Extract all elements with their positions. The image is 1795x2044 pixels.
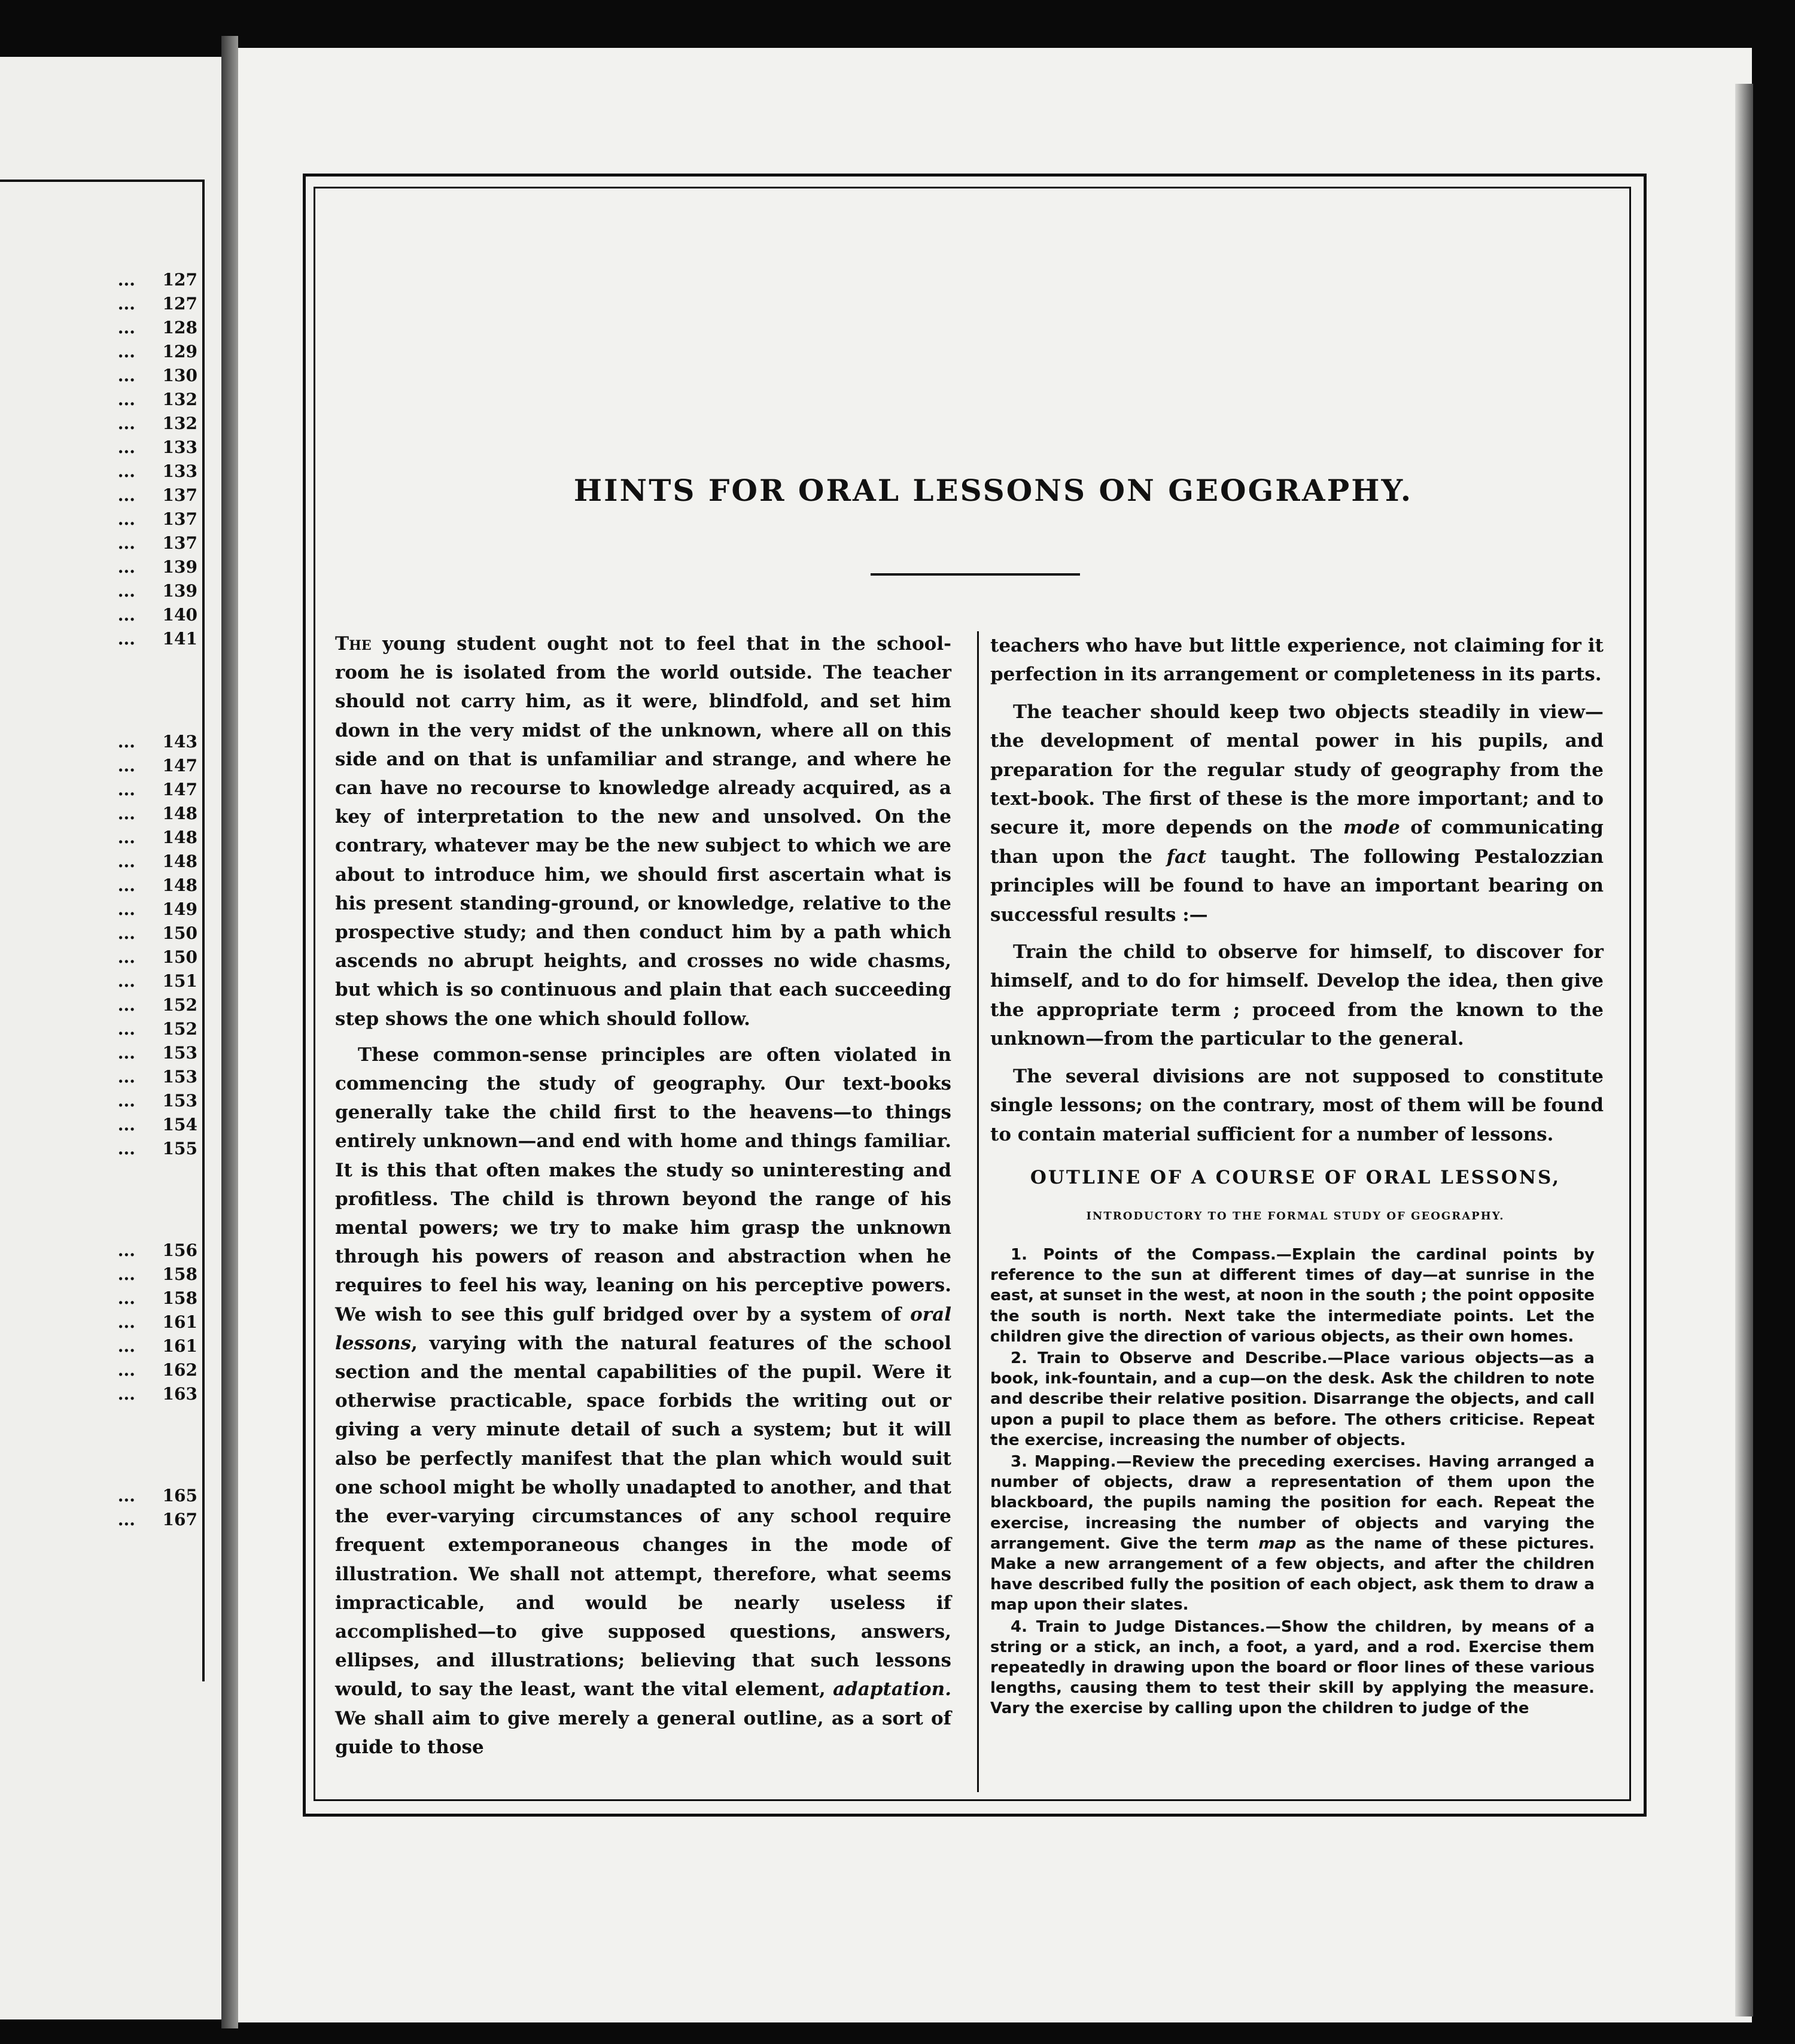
toc-entry — [0, 754, 197, 778]
toc-entry — [0, 1334, 197, 1358]
toc-page-number: 137 — [162, 485, 197, 505]
toc-entry — [0, 1137, 197, 1161]
paragraph-continuation: teachers who have but little experience, not claiming for it perfection in its arrangement or completeness in its parts. — [990, 635, 1604, 686]
toc-entry — [0, 874, 197, 898]
toc-group-spacer — [0, 1406, 197, 1484]
toc-leader-dots: ... — [117, 581, 135, 601]
toc-leader-dots: ... — [117, 995, 135, 1015]
toc-leader-dots: ... — [117, 804, 135, 823]
toc-group-spacer — [0, 651, 197, 730]
toc-entry — [0, 531, 197, 555]
toc-leader-dots: ... — [117, 1312, 135, 1332]
toc-page-number: 149 — [162, 899, 197, 919]
toc-entry — [0, 316, 197, 340]
toc-leader-dots: ... — [117, 732, 135, 752]
paragraph-objects — [990, 698, 1604, 929]
book-gutter — [221, 36, 238, 2028]
toc-page-number: 129 — [162, 342, 197, 361]
toc-entry — [0, 1358, 197, 1382]
left-column — [335, 629, 951, 1762]
toc-leader-dots: ... — [117, 1360, 135, 1380]
lesson-number: 1. — [1011, 1246, 1027, 1264]
toc-entry — [0, 778, 197, 802]
toc-page-number: 128 — [162, 318, 197, 337]
lesson-text: —Explain the cardinal points by reference to the sun at different times of day—at sunrise in the east, at sunset in the west, at noon in the south ; the point opposite the south is north. Next take the intermediate points. Let the children give the direction of various objects, as their own homes. — [990, 1246, 1595, 1346]
toc-entry — [0, 1065, 197, 1089]
toc-page-number: 165 — [162, 1486, 197, 1505]
toc-entry — [0, 969, 197, 993]
toc-leader-dots: ... — [117, 971, 135, 991]
emphasis-oral-lessons: oral lessons — [335, 1303, 951, 1354]
toc-page-number: 153 — [162, 1091, 197, 1111]
toc-page-number: 139 — [162, 557, 197, 577]
toc-entry — [0, 1286, 197, 1310]
toc-entry — [0, 802, 197, 826]
toc-page-number: 140 — [162, 605, 197, 625]
paragraph-divisions: The several divisions are not supposed to constitute single lessons; on the contrary, most of them will be found to contain material sufficient for a number of lessons. — [990, 1065, 1604, 1145]
toc-entry — [0, 483, 197, 507]
column-divider — [977, 631, 979, 1792]
toc-entry — [0, 1508, 197, 1532]
paragraph-intro — [335, 629, 951, 1033]
toc-page-number: 152 — [162, 995, 197, 1015]
paragraph-principles — [335, 1041, 951, 1762]
toc-leader-dots: ... — [117, 318, 135, 337]
toc-leader-dots: ... — [117, 1067, 135, 1087]
toc-entry — [0, 412, 197, 436]
toc-leader-dots: ... — [117, 629, 135, 649]
lesson-number: 4. — [1011, 1617, 1027, 1636]
toc-entry — [0, 730, 197, 754]
toc-entry — [0, 1484, 197, 1508]
lesson-item — [990, 1452, 1595, 1616]
toc-entry — [0, 1382, 197, 1406]
lesson-item — [990, 1245, 1595, 1347]
toc-entry — [0, 1017, 197, 1041]
toc-page-number: 133 — [162, 437, 197, 457]
toc-page-number: 127 — [162, 270, 197, 290]
toc-leader-dots: ... — [117, 294, 135, 314]
toc-entry — [0, 1089, 197, 1113]
toc-entry — [0, 436, 197, 460]
toc-entry — [0, 364, 197, 388]
toc-entry — [0, 460, 197, 483]
toc-leader-dots: ... — [117, 828, 135, 847]
toc-page-number: 153 — [162, 1067, 197, 1087]
lesson-heading: Mapping. — [1034, 1453, 1116, 1471]
toc-leader-dots: ... — [117, 1510, 135, 1529]
toc-entry — [0, 340, 197, 364]
toc-entry — [0, 555, 197, 579]
toc-leader-dots: ... — [117, 1336, 135, 1356]
toc-page-number: 148 — [162, 828, 197, 847]
paragraph-objects-text-c: taught. The following Pestalozzian principles will be found to have an important bearing on successful results :— — [990, 845, 1604, 926]
toc-page-number: 155 — [162, 1139, 197, 1158]
toc-page-number: 133 — [162, 461, 197, 481]
toc-leader-dots: ... — [117, 1043, 135, 1063]
outline-subtitle: INTRODUCTORY TO THE FORMAL STUDY OF GEOGRAPHY. — [1086, 1210, 1505, 1222]
toc-page-number: 150 — [162, 923, 197, 943]
toc-leader-dots: ... — [117, 605, 135, 625]
toc-entry — [0, 1113, 197, 1137]
page-title: HINTS FOR ORAL LESSONS ON GEOGRAPHY. — [573, 473, 1413, 508]
toc-leader-dots: ... — [117, 923, 135, 943]
toc-page-number: 143 — [162, 732, 197, 752]
toc-page-number: 162 — [162, 1360, 197, 1380]
toc-entry — [0, 898, 197, 921]
lesson-number: 2. — [1011, 1349, 1027, 1368]
toc-page-number: 161 — [162, 1312, 197, 1332]
paragraph-objects-text-a: The teacher should keep two objects steadily in view—the development of mental power in his pupils, and preparation for the regular study of geography from the text-book. The first of these is the more important; and to secure it, more depends on the — [990, 701, 1604, 839]
toc-leader-dots: ... — [117, 1019, 135, 1039]
toc-page-number: 163 — [162, 1384, 197, 1404]
toc-leader-dots: ... — [117, 1264, 135, 1284]
toc-page-number: 158 — [162, 1288, 197, 1308]
toc-page-number: 147 — [162, 756, 197, 775]
paragraph-principles-text-a: These common-sense principles are often violated in commencing the study of geography. Our text-books generally take the child first to the heavens—to things entirely unknown—and end with home and things familiar. It is this that often makes the study so uninteresting and profitless. The child is thrown beyond the range of his mental powers; we try to make him grasp the unknown through his powers of reason and abstraction when he requires to feel his way, leaning on his perceptive powers. We wish to see this gulf bridged over by a system of — [335, 1044, 951, 1325]
toc-leader-dots: ... — [117, 1384, 135, 1404]
toc-leader-dots: ... — [117, 851, 135, 871]
toc-page-number: 132 — [162, 413, 197, 433]
toc-entry — [0, 579, 197, 603]
toc-leader-dots: ... — [117, 1091, 135, 1111]
right-column — [990, 631, 1604, 1149]
toc-page-number: 154 — [162, 1115, 197, 1134]
lesson-text: —Place various objects—as a book, ink-fountain, and a cup—on the desk. Ask the children to note and describe their relative position. Disarrange the objects, and call upon a pupil to place them as before. The others criticise. Repeat the exercise, increasing the number of objects. — [990, 1349, 1595, 1449]
paragraph-principles-text-b: , varying with the natural features of the school section and the mental capabilities of the pupil. Were it otherwise practicable, space forbids the writing out or giving a very minute detail of such a system; but it will also be perfectly manifest that the plan which would suit one school might be wholly unadapted to another, and that the ever-varying circumstances of any school require frequent extemporaneous changes in the mode of illustration. We shall not attempt, therefore, what seems impracticable, and would be nearly useless if accomplished—to give supposed questions, answers, ellipses, and illustrations; believing that such lessons would, to say the least, want the vital element, — [335, 1332, 951, 1701]
emphasis-fact: fact — [1166, 845, 1207, 868]
toc-leader-dots: ... — [117, 461, 135, 481]
toc-page-number: 167 — [162, 1510, 197, 1529]
toc-leader-dots: ... — [117, 270, 135, 290]
toc-page-number: 132 — [162, 390, 197, 409]
lesson-item — [990, 1348, 1595, 1450]
toc-entry — [0, 1310, 197, 1334]
toc-leader-dots: ... — [117, 366, 135, 385]
toc-leader-dots: ... — [117, 875, 135, 895]
toc-page-number: 130 — [162, 366, 197, 385]
toc-page-numbers — [0, 268, 197, 1532]
toc-leader-dots: ... — [117, 947, 135, 967]
paragraph-principles-text-c: We shall aim to give merely a general outline, as a sort of guide to those — [335, 1707, 951, 1758]
toc-top-rule — [0, 180, 203, 182]
outline-title: OUTLINE OF A COURSE OF ORAL LESSONS, — [1030, 1167, 1561, 1188]
toc-entry — [0, 921, 197, 945]
toc-page-number: 148 — [162, 851, 197, 871]
toc-leader-dots: ... — [117, 899, 135, 919]
toc-entry — [0, 993, 197, 1017]
toc-entry — [0, 1041, 197, 1065]
title-rule — [871, 573, 1080, 576]
toc-entry — [0, 603, 197, 627]
toc-page-number: 150 — [162, 947, 197, 967]
toc-leader-dots: ... — [117, 756, 135, 775]
lesson-text: as the name of these pictures. Make a new arrangement of a few objects, and after the children have described fully the position of each object, ask them to draw a map upon their slates. — [990, 1534, 1595, 1614]
toc-leader-dots: ... — [117, 509, 135, 529]
page-edge-shadow — [1735, 84, 1753, 2016]
toc-page-number: 137 — [162, 509, 197, 529]
toc-page-number: 148 — [162, 875, 197, 895]
toc-page-number: 158 — [162, 1264, 197, 1284]
toc-leader-dots: ... — [117, 485, 135, 505]
lesson-text: —Show the children, by means of a string or a stick, an inch, a foot, a yard, and a rod. Exercise them repeatedly in drawing upon the board or floor lines of these various lengths, causing them to test their skill by applying the measure. Vary the exercise by calling upon the children to judge of the — [990, 1617, 1595, 1718]
toc-leader-dots: ... — [117, 413, 135, 433]
toc-leader-dots: ... — [117, 1288, 135, 1308]
toc-page-number: 156 — [162, 1240, 197, 1260]
emphasis-map: map — [1258, 1534, 1297, 1553]
paragraph-intro-text: young student ought not to feel that in the school-room he is isolated from the world outside. The teacher should not carry him, as it were, blindfold, and set him down in the very midst of the unknown, where all on this side and on that is unfamiliar and strange, and where he can have no recourse to knowledge already acquired, as a key of interpretation to the new and unsolved. On the contrary, whatever may be the new subject to which we are about to introduce him, we should first ascertain what is his present standing-ground, or knowledge, relative to the prospective study; and then conduct him by a path which ascends no abrupt heights, and crosses no wide chasms, but which is so continuous and plain that each succeeding step shows the one which should follow. — [335, 633, 951, 1030]
toc-leader-dots: ... — [117, 1240, 135, 1260]
lesson-heading: Train to Judge Distances. — [1036, 1617, 1265, 1636]
toc-page-number: 127 — [162, 294, 197, 314]
toc-leader-dots: ... — [117, 533, 135, 553]
toc-page-number: 147 — [162, 780, 197, 799]
toc-entry — [0, 1239, 197, 1263]
toc-leader-dots: ... — [117, 437, 135, 457]
lesson-heading: Train to Observe and Describe. — [1037, 1349, 1328, 1368]
lesson-text: —Review the preceding exercises. Having arranged a number of objects, draw a representation of them upon the blackboard, the pupils naming the position for each. Repeat the exercise, increasing the number of objects and varying the arrangement. Give the term — [990, 1453, 1595, 1553]
toc-leader-dots: ... — [117, 1486, 135, 1505]
toc-entry — [0, 388, 197, 412]
toc-page-number: 153 — [162, 1043, 197, 1063]
toc-leader-dots: ... — [117, 342, 135, 361]
toc-page-number: 141 — [162, 629, 197, 649]
toc-page-number: 148 — [162, 804, 197, 823]
toc-leader-dots: ... — [117, 1115, 135, 1134]
emphasis-mode: mode — [1343, 817, 1400, 839]
toc-entry — [0, 268, 197, 292]
toc-page-number: 152 — [162, 1019, 197, 1039]
toc-leader-dots: ... — [117, 1139, 135, 1158]
lesson-number: 3. — [1011, 1453, 1027, 1471]
lesson-item — [990, 1617, 1595, 1719]
toc-page-number: 151 — [162, 971, 197, 991]
toc-entry — [0, 850, 197, 874]
drop-word: The — [335, 633, 372, 655]
toc-leader-dots: ... — [117, 780, 135, 799]
toc-page-number: 161 — [162, 1336, 197, 1356]
paragraph-objects-text-b: of communicating than upon the — [990, 817, 1604, 868]
toc-leader-dots: ... — [117, 390, 135, 409]
toc-entry — [0, 1263, 197, 1286]
toc-leader-dots: ... — [117, 557, 135, 577]
toc-entry — [0, 627, 197, 651]
toc-group-spacer — [0, 1161, 197, 1239]
toc-entry — [0, 826, 197, 850]
toc-entry — [0, 945, 197, 969]
lesson-outline-list — [990, 1245, 1595, 1720]
emphasis-adaptation: adaptation. — [832, 1678, 951, 1701]
lesson-heading: Points of the Compass. — [1043, 1246, 1276, 1264]
toc-page-number: 139 — [162, 581, 197, 601]
toc-vertical-rule — [202, 180, 205, 1681]
paragraph-pestalozzian: Train the child to observe for himself, to discover for himself, and to do for himself. Develop the idea, then give the appropriate term ; proceed from the known to the unknown—from the particular to the general. — [990, 941, 1604, 1050]
toc-entry — [0, 507, 197, 531]
toc-entry — [0, 292, 197, 316]
toc-page-number: 137 — [162, 533, 197, 553]
